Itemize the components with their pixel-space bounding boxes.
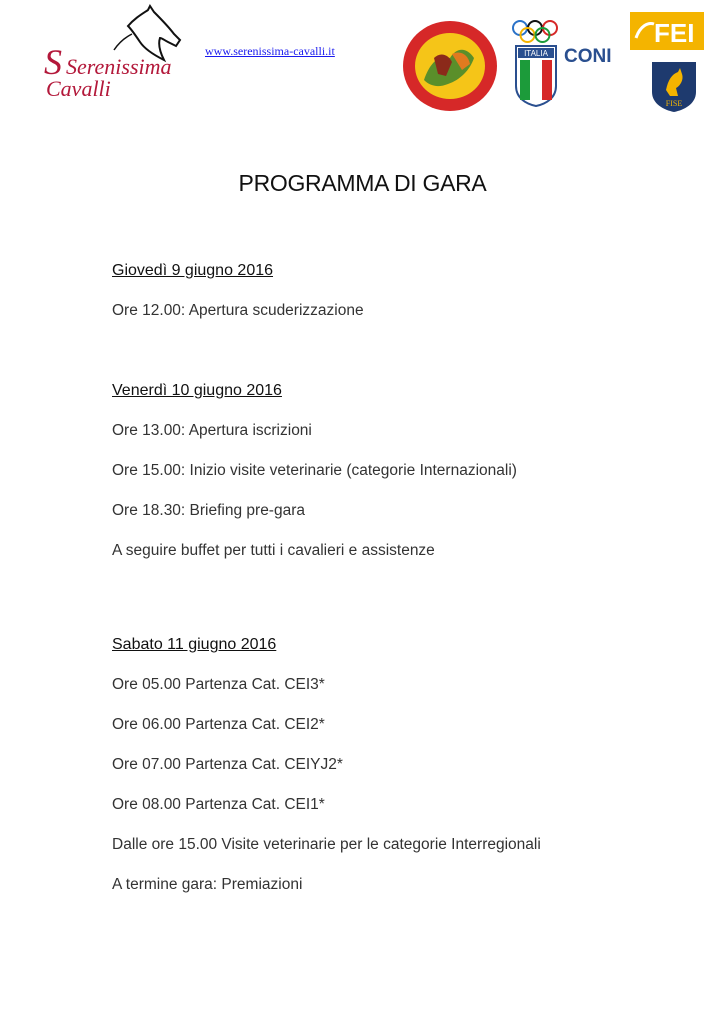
logo-text-line1: Serenissima xyxy=(66,54,172,79)
schedule-item: A seguire buffet per tutti i cavalieri e assistenze xyxy=(112,542,435,559)
fei-logo xyxy=(630,12,704,50)
website-link[interactable]: www.serenissima-cavalli.it xyxy=(205,44,335,58)
circolo-ippico-logo xyxy=(400,18,500,114)
fise-logo xyxy=(648,56,700,114)
schedule-item: A termine gara: Premiazioni xyxy=(112,876,303,893)
schedule-item: Ore 05.00 Partenza Cat. CEI3* xyxy=(112,676,325,693)
schedule-item: Ore 06.00 Partenza Cat. CEI2* xyxy=(112,716,325,733)
day-heading: Sabato 11 giugno 2016 xyxy=(112,636,277,653)
schedule-item: Ore 15.00: Inizio visite veterinarie (categorie Internazionali) xyxy=(112,462,517,479)
schedule-item: Dalle ore 15.00 Visite veterinarie per le categorie Interregionali xyxy=(112,836,541,853)
page-title: PROGRAMMA DI GARA xyxy=(238,170,487,196)
day-heading: Venerdì 10 giugno 2016 xyxy=(112,382,282,399)
schedule-item: Ore 13.00: Apertura iscrizioni xyxy=(112,422,312,439)
svg-text:S: S xyxy=(44,42,62,82)
logo-text-line2: Cavalli xyxy=(46,76,111,101)
schedule xyxy=(112,258,672,898)
fise-label: FISE xyxy=(665,99,683,108)
schedule-item: Ore 07.00 Partenza Cat. CEIYJ2* xyxy=(112,756,343,773)
coni-italia-logo xyxy=(508,14,626,110)
coni-label: CONI xyxy=(564,46,612,67)
serenissima-cavalli-logo xyxy=(40,4,200,104)
schedule-item: Ore 18.30: Briefing pre-gara xyxy=(112,502,305,519)
day-heading: Giovedì 9 giugno 2016 xyxy=(112,262,274,279)
italia-label: ITALIA xyxy=(524,49,548,58)
schedule-item: Ore 12.00: Apertura scuderizzazione xyxy=(112,302,364,319)
fei-label: FEI xyxy=(654,18,695,48)
page-header xyxy=(0,0,725,130)
schedule-item: Ore 08.00 Partenza Cat. CEI1* xyxy=(112,796,325,813)
